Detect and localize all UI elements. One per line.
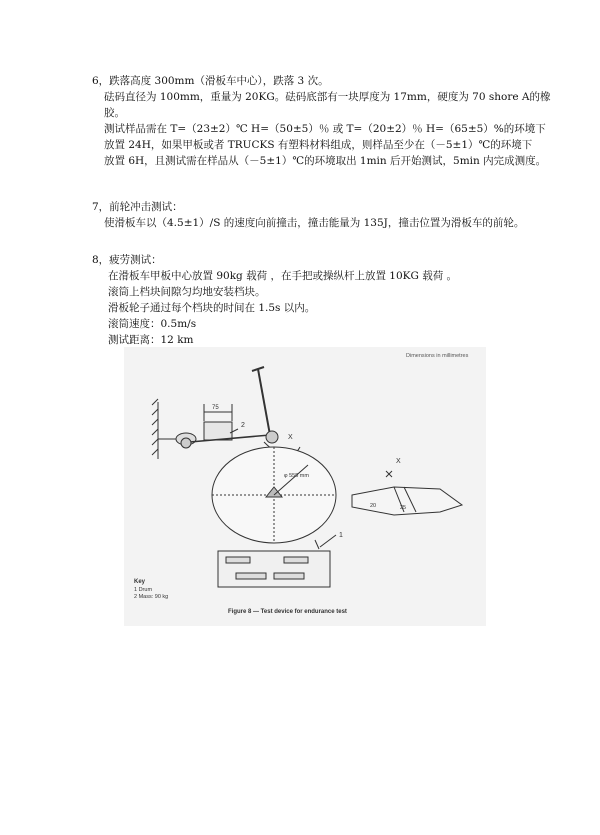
section-8-line: 在滑板车甲板中心放置 90kg 载荷 ，在手把或操纵杆上放置 10KG 载荷 。 [108, 270, 458, 282]
section-6-line: 砝码直径为 100mm，重量为 20KG。砝码底部有一块厚度为 17mm，硬度为 70 shore A的橡 [104, 91, 551, 103]
scooter-outline [181, 367, 300, 456]
x-mark: X [288, 434, 293, 441]
section-8-line: 滚筒速度：0.5m/s [108, 318, 197, 330]
figure-key [134, 579, 168, 600]
section-7-heading: 7，前轮冲击测试： [92, 201, 183, 213]
section-6-line: 放置 6H，且测试需在样品从（－5±1）℃的环境取出 1min 后开始测试，5min 内完成测度。 [104, 155, 547, 167]
key-item-mass: 2 Mass: 90 kg [134, 594, 169, 600]
section-8-line: 滚筒上档块间隙匀均地安装档块。 [108, 286, 266, 298]
wall-support [152, 399, 196, 459]
endurance-test-figure [124, 347, 486, 626]
section-6-line: 放置 24H，如果甲板或者 TRUCKS 有塑料材料组成，则样品至少在（－5±1）℃的环境下 [104, 139, 533, 151]
section-8-line: 滑板轮子通过每个档块的时间在 1.5s 以内。 [108, 302, 316, 314]
dimension-75: 75 [212, 405, 219, 411]
key-title: Key [134, 579, 146, 585]
drum-radius-label: φ 555 mm [284, 473, 309, 479]
section-7-line: 使滑板车以（4.5±1）/S 的速度向前撞击，撞击能量为 135J，撞击位置为滑板车的前轮。 [104, 217, 525, 229]
callout-2: 2 [241, 422, 245, 429]
detail-dim-20: 20 [370, 503, 377, 509]
section-8-line: 测试距离：12 km [108, 334, 194, 346]
detail-x [352, 458, 462, 515]
base-panel [218, 551, 330, 587]
key-item-drum: 1 Drum [134, 587, 153, 593]
detail-x-label: X [396, 458, 401, 465]
units-note: Dimensions in millimetres [406, 353, 469, 359]
callout-1: 1 [339, 532, 343, 539]
mass-block [204, 404, 245, 440]
section-8-heading: 8，疲劳测试： [92, 254, 162, 266]
drum [212, 447, 343, 549]
section-6-line: 测试样品需在 T=（23±2）℃ H=（50±5）％ 或 T=（20±2）％ H=（65±5）%的环境下 [104, 123, 546, 135]
detail-dim-25: 25 [400, 505, 407, 511]
section-6-line: 胶。 [104, 107, 125, 119]
figure-caption: Figure 8 — Test device for endurance test [228, 609, 347, 615]
section-6-heading: 6，跌落高度 300mm（滑板车中心），跌落 3 次。 [92, 75, 329, 87]
